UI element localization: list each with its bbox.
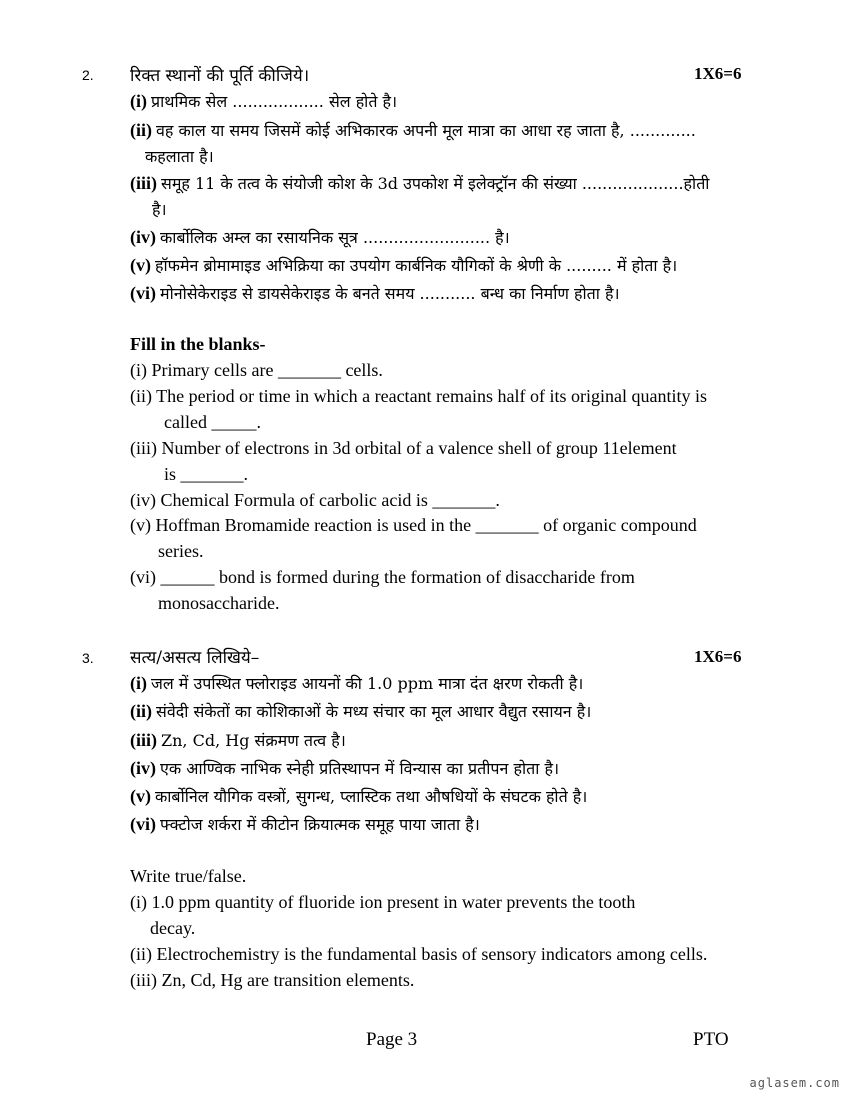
item-label: (ii) xyxy=(130,701,152,721)
q3-hi-item-1 xyxy=(130,672,583,694)
item-text: Zn, Cd, Hg संक्रमण तत्व है। xyxy=(161,731,346,750)
q2-en-item-3: (iii) Number of electrons in 3d orbital of a valence shell of group 11element xyxy=(130,438,677,458)
q3-number: 3. xyxy=(82,650,94,666)
q2-hi-item-1 xyxy=(130,90,397,112)
item-text: हॉफमेन ब्रोमामाइड अभिक्रिया का उपयोग कार्बनिक यौगिकों के श्रेणी के ......... में होता है। xyxy=(155,256,678,275)
q2-hi-item-4 xyxy=(130,226,510,248)
item-text: एक आण्विक नाभिक स्नेही प्रतिस्थापन में विन्यास का प्रतीपन होता है। xyxy=(160,759,560,778)
q3-hi-item-4 xyxy=(130,757,559,779)
item-text: संवेदी संकेतों का कोशिकाओं के मध्य संचार का मूल आधार वैद्युत रसायन है। xyxy=(156,702,592,721)
q3-en-item-1-cont: decay. xyxy=(150,918,196,938)
q2-en-item-3-cont: is _______. xyxy=(164,464,249,484)
item-text: मोनोसेकेराइड से डायसेकेराइड के बनते समय ........... बन्ध का निर्माण होता है। xyxy=(160,284,620,303)
q3-hi-item-6 xyxy=(130,813,480,835)
watermark: aglasem.com xyxy=(749,1076,840,1090)
item-label: (iv) xyxy=(130,227,156,247)
pto-label: PTO xyxy=(693,1029,729,1050)
q2-en-item-2-cont: called _____. xyxy=(164,412,261,432)
q2-en-item-6-cont: monosaccharide. xyxy=(158,593,280,613)
item-label: (iv) xyxy=(130,758,156,778)
q2-hi-item-6 xyxy=(130,282,620,304)
q2-en-item-5-cont: series. xyxy=(158,541,204,561)
q3-hi-item-3 xyxy=(130,729,346,751)
item-text: वह काल या समय जिसमें कोई अभिकारक अपनी मूल मात्रा का आधा रह जाता है, ............. xyxy=(156,121,696,140)
q2-en-item-5: (v) Hoffman Bromamide reaction is used in the _______ of organic compound xyxy=(130,515,697,535)
item-label: (iii) xyxy=(130,173,157,193)
q2-number: 2. xyxy=(82,67,94,83)
q2-hi-item-2-cont: कहलाता है। xyxy=(145,147,214,166)
q3-heading-hindi: सत्य/असत्य लिखिये– xyxy=(130,648,260,668)
q2-hi-item-5 xyxy=(130,254,677,276)
q3-en-item-3: (iii) Zn, Cd, Hg are transition elements. xyxy=(130,970,415,990)
q3-marks: 1X6=6 xyxy=(694,647,742,666)
q2-en-item-2: (ii) The period or time in which a reactant remains half of its original quantity is xyxy=(130,386,708,406)
q2-en-item-1: (i) Primary cells are _______ cells. xyxy=(130,360,383,380)
item-text: जल में उपस्थित फ्लोराइड आयनों की 1.0 ppm मात्रा दंत क्षरण रोकती है। xyxy=(151,674,584,693)
item-text: कार्बोलिक अम्ल का रसायनिक सूत्र ......................... है। xyxy=(160,228,510,247)
q3-en-item-1: (i) 1.0 ppm quantity of fluoride ion present in water prevents the tooth xyxy=(130,892,636,912)
q2-heading-hindi: रिक्त स्थानों की पूर्ति कीजिये। xyxy=(130,66,310,86)
item-label: (i) xyxy=(130,673,147,693)
item-text: समूह 11 के तत्व के संयोजी कोश के 3d उपकोश में इलेक्ट्रॉन की संख्या ....................होती xyxy=(161,174,710,193)
item-text: प्राथमिक सेल .................. सेल होते है। xyxy=(151,92,398,111)
item-label: (vi) xyxy=(130,814,156,834)
q2-hi-item-2 xyxy=(130,119,696,141)
q3-en-item-2: (ii) Electrochemistry is the fundamental basis of sensory indicators among cells. xyxy=(130,944,708,964)
q2-hi-item-3-cont: है। xyxy=(152,200,167,219)
item-text: फ्क्टोज शर्करा में कीटोन क्रियात्मक समूह पाया जाता है। xyxy=(160,815,480,834)
q2-hi-item-3 xyxy=(130,172,709,194)
item-label: (v) xyxy=(130,255,151,275)
item-label: (ii) xyxy=(130,120,152,140)
q2-marks: 1X6=6 xyxy=(694,64,742,83)
item-label: (vi) xyxy=(130,283,156,303)
page-number: Page 3 xyxy=(366,1029,418,1050)
q2-en-item-4: (iv) Chemical Formula of carbolic acid is _______. xyxy=(130,490,500,510)
item-label: (v) xyxy=(130,786,151,806)
item-label: (i) xyxy=(130,91,147,111)
item-label: (iii) xyxy=(130,730,157,750)
item-text: कार्बोनिल यौगिक वस्त्रों, सुगन्ध, प्लास्टिक तथा औषधियों के संघटक होते है। xyxy=(155,787,588,806)
q3-hi-item-2 xyxy=(130,700,591,722)
q2-en-item-6: (vi) ______ bond is formed during the formation of disaccharide from xyxy=(130,567,635,587)
q2-heading-english: Fill in the blanks- xyxy=(130,334,266,354)
q3-heading-english: Write true/false. xyxy=(130,866,247,886)
q3-hi-item-5 xyxy=(130,785,587,807)
